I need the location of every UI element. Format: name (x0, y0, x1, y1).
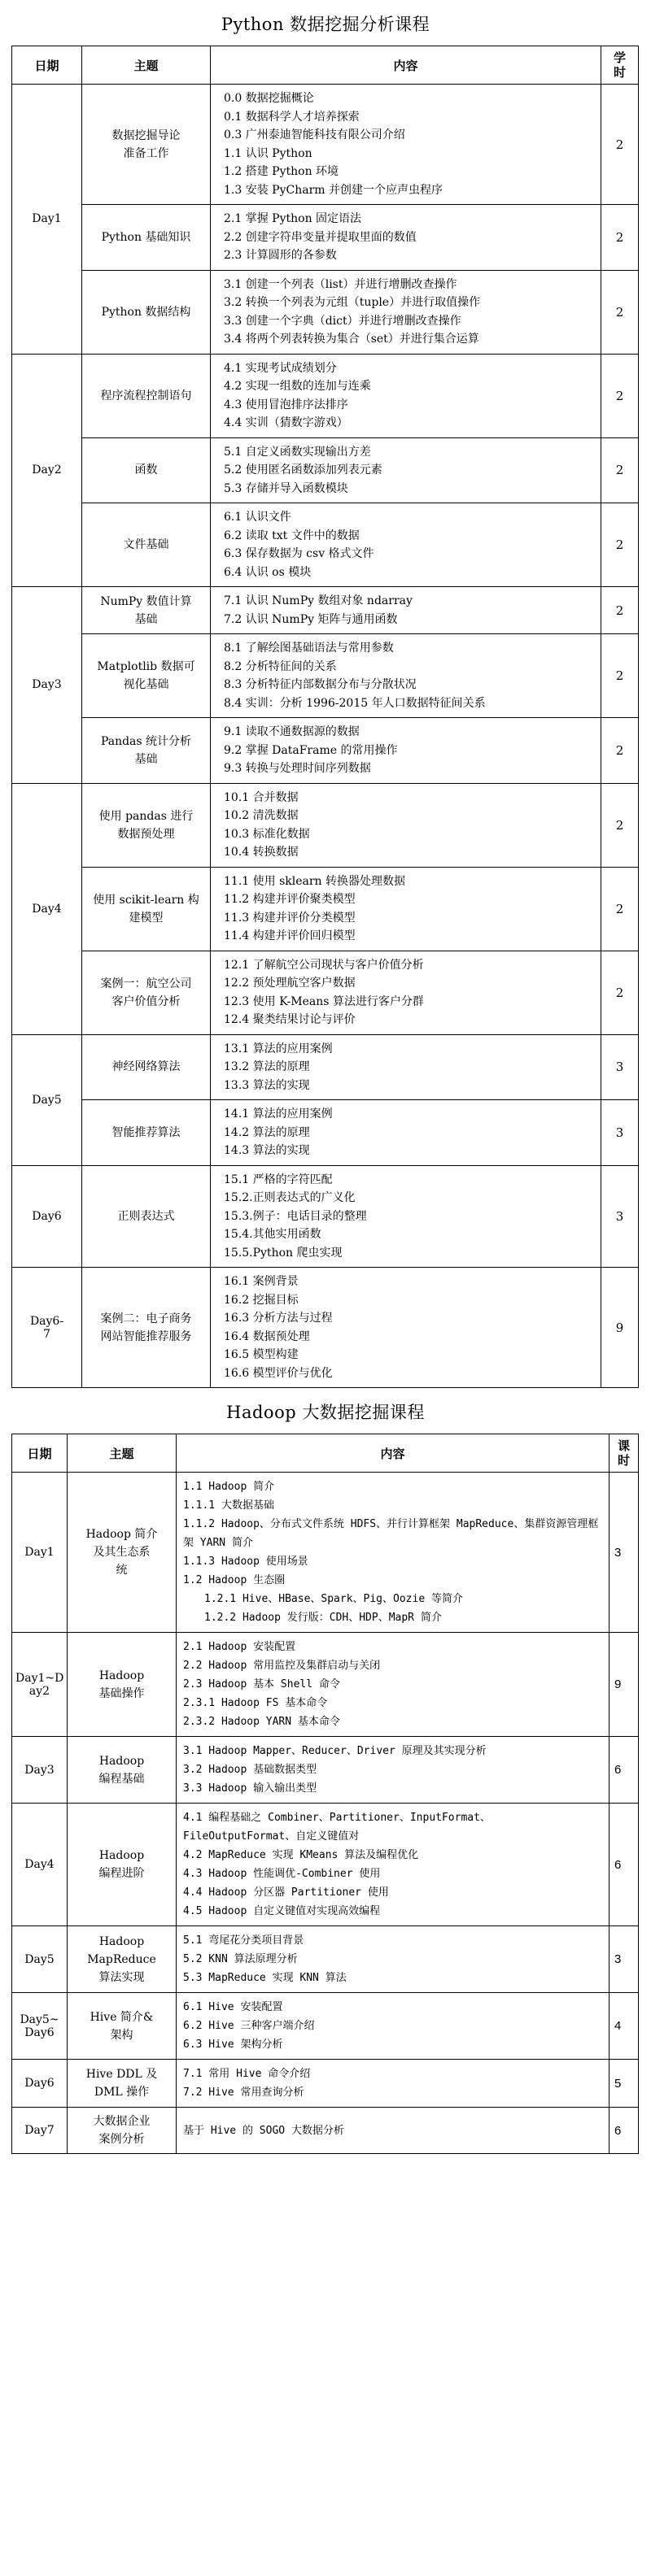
header-hours-text: 课时 (617, 1438, 630, 1468)
header-content: 内容 (211, 46, 601, 85)
topic-cell: 使用 scikit-learn 构 建模型 (82, 867, 211, 951)
content-item: 1.2.2 Hadoop 发行版：CDH、HDP、MapR 简介 (204, 1612, 442, 1624)
topic-cell: Matplotlib 数据可 视化基础 (82, 634, 211, 718)
content-item: 2.1 Hadoop 安装配置 (183, 1641, 296, 1653)
content-item: 2.3 计算圆形的各参数 (224, 249, 337, 262)
content-cell (177, 1993, 609, 2060)
content-cell (211, 867, 601, 951)
content-item: 4.2 实现一组数的连加与连乘 (224, 380, 371, 393)
day-cell: Day1~D ay2 (12, 1633, 68, 1737)
hadoop-course-table (11, 1434, 639, 2154)
table-row (12, 1804, 639, 1926)
topic-cell: 大数据企业 案例分析 (68, 2108, 177, 2154)
hours-cell: 5 (609, 2060, 639, 2108)
day-cell: Day4 (12, 783, 82, 1034)
hours-cell: 3 (601, 1165, 639, 1268)
content-cell (177, 2060, 609, 2108)
table-header-row (12, 1434, 639, 1473)
topic-cell: 正则表达式 (82, 1165, 211, 1268)
hours-cell: 2 (601, 270, 639, 354)
table-row (12, 270, 639, 354)
content-item: 5.2 KNN 算法原理分析 (183, 1953, 298, 1965)
content-cell (211, 270, 601, 354)
table-row (12, 1165, 639, 1268)
content-item: 16.6 模型评价与优化 (224, 1366, 333, 1380)
topic-cell: 案例二：电子商务 网站智能推荐服务 (82, 1268, 211, 1388)
topic-cell: 使用 pandas 进行 数据预处理 (82, 783, 211, 867)
topic-cell: Hadoop 基础操作 (68, 1633, 177, 1737)
content-cell (177, 1737, 609, 1804)
content-item: 6.1 认识文件 (224, 511, 291, 524)
content-item: 6.1 Hive 安装配置 (183, 2001, 283, 2013)
hours-cell: 9 (609, 1633, 639, 1737)
table-row (12, 1473, 639, 1633)
hours-cell: 3 (601, 1034, 639, 1100)
topic-cell: Python 数据结构 (82, 270, 211, 354)
hours-cell: 2 (601, 437, 639, 503)
content-item: 14.2 算法的原理 (224, 1125, 310, 1139)
content-item: 15.2.正则表达式的广义化 (224, 1191, 356, 1204)
content-item: 4.1 编程基础之 Combiner、Partitioner、InputFormat、FileOutputFormat、自定义键值对 (183, 1812, 491, 1843)
day-cell: Day1 (12, 1473, 68, 1633)
hours-cell: 6 (609, 1737, 639, 1804)
day-cell: Day2 (12, 354, 82, 587)
content-item: 13.3 算法的实现 (224, 1078, 310, 1092)
content-item: 10.1 合并数据 (224, 790, 299, 804)
content-item: 4.2 MapReduce 实现 KMeans 算法及编程优化 (183, 1849, 419, 1861)
content-cell (177, 1804, 609, 1926)
topic-cell: Hive 简介& 架构 (68, 1993, 177, 2060)
content-item: 1.1.1 大数据基础 (183, 1499, 274, 1512)
hours-cell: 2 (601, 85, 639, 205)
content-item: 9.3 转换与处理时间序列数据 (224, 762, 371, 775)
topic-cell: 程序流程控制语句 (82, 354, 211, 437)
topic-cell: Hadoop 编程基础 (68, 1737, 177, 1804)
content-cell (211, 503, 601, 587)
hadoop-course-title: Hadoop 大数据挖掘课程 (226, 1403, 425, 1422)
hours-cell: 2 (601, 718, 639, 784)
content-item: 4.3 使用冒泡排序法排序 (224, 398, 348, 411)
content-cell (177, 1473, 609, 1633)
content-item: 10.3 标准化数据 (224, 827, 310, 841)
topic-cell: 案例一：航空公司 客户价值分析 (82, 951, 211, 1034)
content-item: 12.3 使用 K-Means 算法进行客户分群 (224, 994, 424, 1008)
table-row (12, 205, 639, 271)
content-item: 3.4 将两个列表转换为集合（set）并进行集合运算 (224, 333, 479, 346)
topic-cell: Hadoop 简介 及其生态系 统 (68, 1473, 177, 1633)
day-cell: Day3 (12, 587, 82, 784)
hours-cell: 3 (601, 1100, 639, 1166)
day-cell: Day5~ Day6 (12, 1993, 68, 2060)
content-item: 基于 Hive 的 SOGO 大数据分析 (183, 2124, 344, 2137)
header-topic: 主题 (82, 46, 211, 85)
content-item: 9.2 掌握 DataFrame 的常用操作 (224, 743, 398, 757)
day-cell: Day1 (12, 85, 82, 355)
content-item: 6.3 保存数据为 csv 格式文件 (224, 547, 374, 560)
content-cell (211, 634, 601, 718)
content-cell (211, 951, 601, 1034)
content-item: 5.1 自定义函数实现输出方差 (224, 445, 371, 459)
content-item: 5.3 MapReduce 实现 KNN 算法 (183, 1972, 347, 1984)
hours-cell: 2 (601, 587, 639, 634)
content-cell (211, 587, 601, 634)
hours-cell: 2 (601, 205, 639, 271)
table-row (12, 1034, 639, 1100)
content-cell (177, 1633, 609, 1737)
content-item: 3.1 Hadoop Mapper、Reducer、Driver 原理及其实现分析 (183, 1745, 487, 1757)
table-header-row (12, 46, 639, 85)
content-item: 4.5 Hadoop 自定义键值对实现高效编程 (183, 1905, 381, 1917)
hours-cell: 2 (601, 951, 639, 1034)
content-item: 4.4 实训（猜数字游戏） (224, 416, 348, 429)
table-row (12, 1926, 639, 1993)
content-item: 11.1 使用 sklearn 转换器处理数据 (224, 874, 406, 888)
content-item: 11.3 构建并评价分类模型 (224, 911, 356, 925)
content-item: 0.0 数据挖掘概论 (224, 92, 314, 105)
content-cell (211, 85, 601, 205)
content-item: 1.1 认识 Python (224, 146, 312, 160)
day-cell: Day7 (12, 2108, 68, 2154)
content-item: 16.3 分析方法与过程 (224, 1312, 333, 1325)
hours-cell: 4 (609, 1993, 639, 2060)
content-item: 16.5 模型构建 (224, 1348, 299, 1361)
content-item: 1.2 Hadoop 生态圈 (183, 1574, 286, 1586)
content-item: 3.2 转换一个列表为元组（tuple）并进行取值操作 (224, 296, 481, 309)
topic-cell: Pandas 统计分析 基础 (82, 718, 211, 784)
python-course-title: Python 数据挖掘分析课程 (221, 15, 430, 34)
content-cell (211, 783, 601, 867)
content-item: 12.4 聚类结果讨论与评价 (224, 1013, 356, 1026)
header-content: 内容 (177, 1434, 609, 1473)
content-cell (177, 1926, 609, 1993)
content-item: 2.2 创建字符串变量并提取里面的数值 (224, 230, 417, 244)
table-row (12, 1993, 639, 2060)
content-item: 8.2 分析特征间的关系 (224, 659, 337, 673)
day-cell: Day6 (12, 2060, 68, 2108)
hours-cell: 2 (601, 634, 639, 718)
content-item: 3.1 创建一个列表（list）并进行增删改查操作 (224, 277, 457, 291)
hours-cell: 2 (601, 503, 639, 587)
header-hours (601, 46, 639, 85)
content-item: 6.2 读取 txt 文件中的数据 (224, 529, 360, 542)
header-topic: 主题 (68, 1434, 177, 1473)
content-item: 7.2 认识 NumPy 矩阵与通用函数 (224, 612, 398, 626)
header-hours (609, 1434, 639, 1473)
content-item: 10.2 清洗数据 (224, 809, 299, 822)
table-row (12, 587, 639, 634)
content-item: 13.1 算法的应用案例 (224, 1042, 333, 1055)
day-cell: Day5 (12, 1034, 82, 1165)
content-item: 9.1 读取不通数据源的数据 (224, 725, 360, 738)
content-item: 3.3 Hadoop 输入输出类型 (183, 1782, 317, 1795)
topic-cell: 智能推荐算法 (82, 1100, 211, 1166)
content-cell (211, 1165, 601, 1268)
hours-cell: 3 (609, 1473, 639, 1633)
content-item: 13.2 算法的原理 (224, 1060, 310, 1073)
hours-cell: 2 (601, 354, 639, 437)
table-row (12, 1100, 639, 1166)
content-item: 2.1 掌握 Python 固定语法 (224, 212, 362, 225)
content-item: 0.1 数据科学人才培养探索 (224, 110, 360, 124)
content-item: 6.4 认识 os 模块 (224, 565, 312, 579)
content-item: 4.3 Hadoop 性能调优-Combiner 使用 (183, 1868, 381, 1880)
content-cell (177, 2108, 609, 2154)
content-item: 5.3 存储并导入函数模块 (224, 481, 348, 495)
header-hours-text: 学时 (613, 50, 626, 80)
content-item: 16.4 数据预处理 (224, 1329, 310, 1343)
content-item: 15.1 严格的字符匹配 (224, 1173, 333, 1186)
topic-cell: Hadoop 编程进阶 (68, 1804, 177, 1926)
content-item: 7.1 认识 NumPy 数组对象 ndarray (224, 594, 413, 607)
content-item: 2.2 Hadoop 常用监控及集群启动与关闭 (183, 1660, 381, 1672)
table-row (12, 1268, 639, 1388)
content-item: 15.4.其他实用函数 (224, 1228, 321, 1241)
table-row (12, 783, 639, 867)
topic-cell: 文件基础 (82, 503, 211, 587)
day-cell: Day6 (12, 1165, 82, 1268)
content-item: 11.4 构建并评价回归模型 (224, 929, 356, 942)
content-cell (211, 1268, 601, 1388)
content-item: 2.3.2 Hadoop YARN 基本命令 (183, 1716, 340, 1728)
content-item: 1.2.1 Hive、HBase、Spark、Pig、Oozie 等简介 (204, 1593, 463, 1605)
content-item: 1.1.3 Hadoop 使用场景 (183, 1556, 308, 1568)
content-item: 8.4 实训：分析 1996-2015 年人口数据特征间关系 (224, 696, 486, 710)
hours-cell: 9 (601, 1268, 639, 1388)
content-item: 1.2 搭建 Python 环境 (224, 165, 339, 178)
topic-cell: Python 基础知识 (82, 205, 211, 271)
content-item: 14.3 算法的实现 (224, 1144, 310, 1157)
table-row (12, 951, 639, 1034)
content-cell (211, 718, 601, 784)
hours-cell: 3 (609, 1926, 639, 1993)
day-cell: Day4 (12, 1804, 68, 1926)
table-row (12, 503, 639, 587)
table-row (12, 1633, 639, 1737)
content-item: 5.1 弯尾花分类项目背景 (183, 1934, 304, 1947)
topic-cell: 数据挖掘导论 准备工作 (82, 85, 211, 205)
topic-cell: NumPy 数值计算 基础 (82, 587, 211, 634)
content-cell (211, 1034, 601, 1100)
table-row (12, 634, 639, 718)
content-cell (211, 437, 601, 503)
hours-cell: 6 (609, 1804, 639, 1926)
content-item: 11.2 构建并评价聚类模型 (224, 893, 356, 906)
content-cell (211, 1100, 601, 1166)
table-row (12, 2108, 639, 2154)
table-row (12, 2060, 639, 2108)
hours-cell: 2 (601, 783, 639, 867)
content-item: 3.2 Hadoop 基础数据类型 (183, 1764, 317, 1776)
content-item: 10.4 转换数据 (224, 846, 299, 859)
content-item: 2.3 Hadoop 基本 Shell 命令 (183, 1678, 340, 1690)
content-item: 0.3 广州泰迪智能科技有限公司介绍 (224, 128, 405, 141)
content-item: 7.1 常用 Hive 命令介绍 (183, 2068, 311, 2080)
content-item: 5.2 使用匿名函数添加列表元素 (224, 463, 382, 476)
content-item: 4.1 实现考试成绩划分 (224, 361, 337, 375)
content-item: 1.1.2 Hadoop、分布式文件系统 HDFS、并行计算框架 MapReduce、集群资源管理框架 YARN 简介 (183, 1518, 599, 1549)
content-item: 1.1 Hadoop 简介 (183, 1481, 275, 1493)
table-row (12, 718, 639, 784)
content-item: 15.3.例子：电话目录的整理 (224, 1209, 367, 1223)
hours-cell: 6 (609, 2108, 639, 2154)
content-item: 2.3.1 Hadoop FS 基本命令 (183, 1697, 328, 1709)
table-row (12, 867, 639, 951)
day-cell: Day6- 7 (12, 1268, 82, 1388)
topic-cell: Hive DDL 及 DML 操作 (68, 2060, 177, 2108)
topic-cell: 神经网络算法 (82, 1034, 211, 1100)
table-row (12, 437, 639, 503)
topic-cell: 函数 (82, 437, 211, 503)
content-item: 1.3 安装 PyCharm 并创建一个应声虫程序 (224, 183, 443, 197)
content-cell (211, 205, 601, 271)
content-item: 6.3 Hive 架构分析 (183, 2039, 283, 2051)
table-row (12, 85, 639, 205)
content-item: 12.2 预处理航空客户数据 (224, 977, 356, 990)
table-row (12, 1737, 639, 1804)
content-item: 14.1 算法的应用案例 (224, 1107, 333, 1120)
header-day: 日期 (12, 46, 82, 85)
content-cell (211, 354, 601, 437)
content-item: 7.2 Hive 常用查询分析 (183, 2086, 304, 2099)
python-course-table (11, 46, 639, 1388)
content-item: 6.2 Hive 三种客户端介绍 (183, 2020, 315, 2032)
header-day: 日期 (12, 1434, 68, 1473)
table-row (12, 354, 639, 437)
content-item: 8.3 分析特征内部数据分布与分散状况 (224, 678, 417, 691)
content-item: 12.1 了解航空公司现状与客户价值分析 (224, 958, 424, 972)
content-item: 15.5.Python 爬虫实现 (224, 1246, 343, 1260)
hours-cell: 2 (601, 867, 639, 951)
content-item: 16.1 案例背景 (224, 1275, 299, 1288)
content-item: 16.2 挖掘目标 (224, 1293, 299, 1307)
day-cell: Day3 (12, 1737, 68, 1804)
day-cell: Day5 (12, 1926, 68, 1993)
content-item: 8.1 了解绘图基础语法与常用参数 (224, 642, 394, 655)
content-item: 3.3 创建一个字典（dict）并进行增删改查操作 (224, 314, 461, 328)
content-item: 4.4 Hadoop 分区器 Partitioner 使用 (183, 1886, 389, 1899)
topic-cell: Hadoop MapReduce 算法实现 (68, 1926, 177, 1993)
